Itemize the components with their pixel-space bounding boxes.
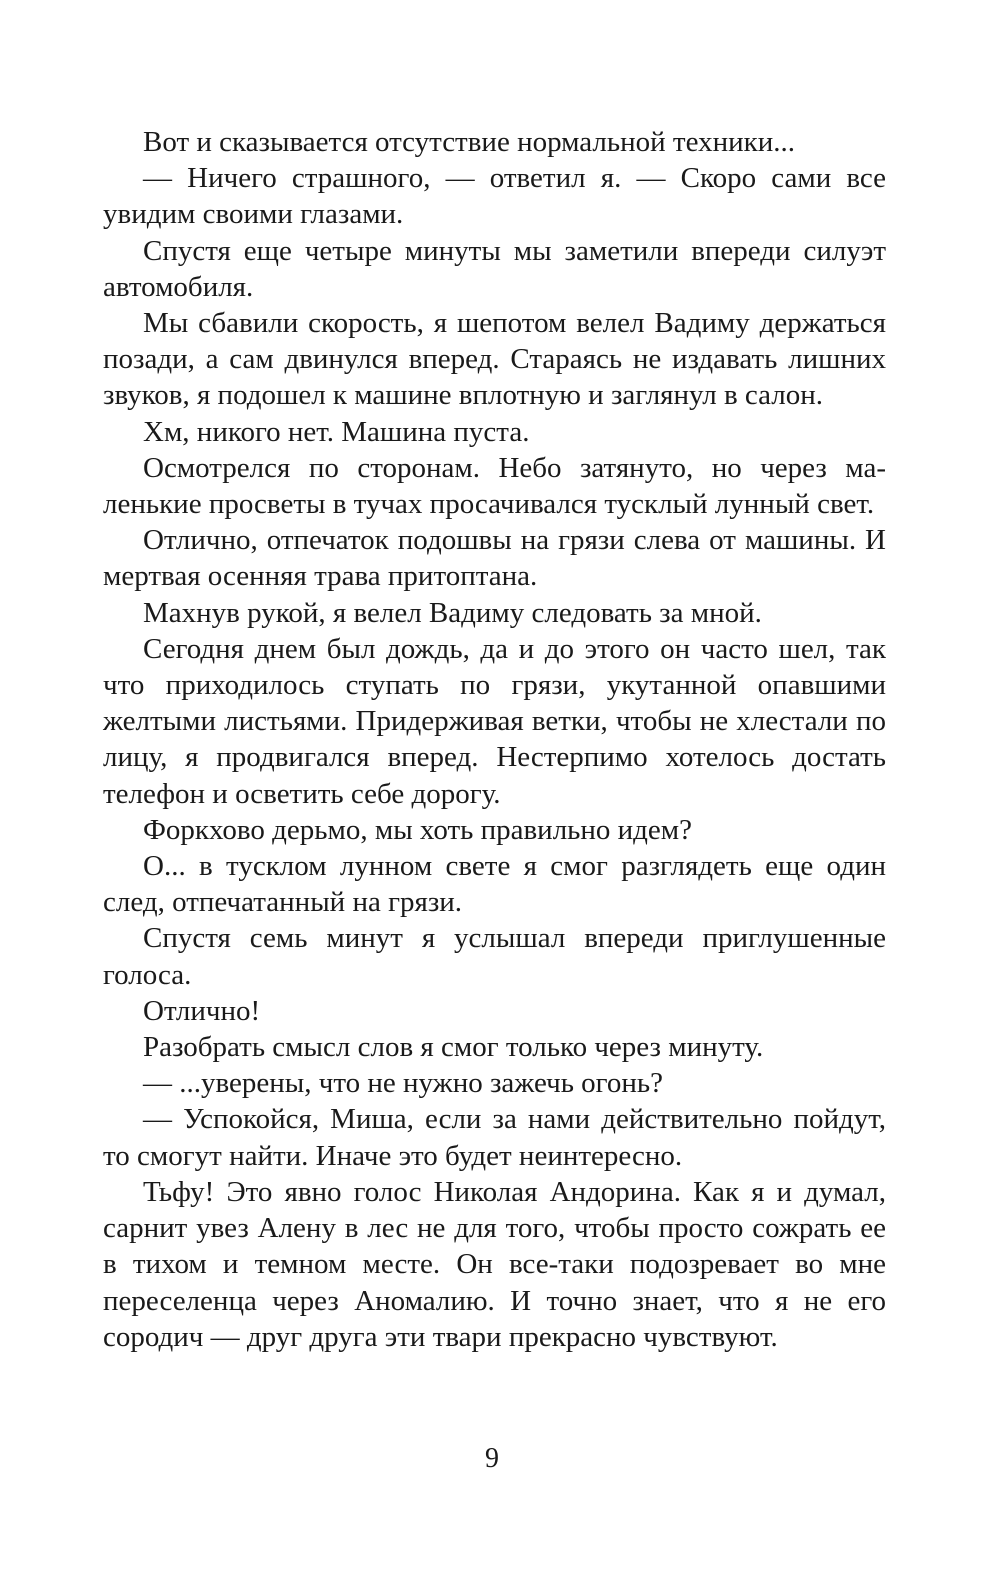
paragraph-5: Хм, никого нет. Машина пуста. (143, 415, 530, 448)
paragraph-3: Спустя еще четыре минуты мы заметили впереди силуэт автомобиля. (103, 234, 886, 303)
paragraph-11: О... в тусклом лунном свете я смог разглядеть еще один след, отпечатанный на грязи. (103, 850, 886, 919)
paragraph-12: Спустя семь минут я услышал впереди приглушенные голоса. (103, 922, 886, 991)
paragraph-1: Вот и сказывается отсутствие нормальной техники... (143, 126, 795, 158)
paragraph-8: Махнув рукой, я велел Вадиму следовать за мной. (143, 596, 762, 629)
paragraph-14: Разобрать смысл слов я смог только через минуту. (143, 1031, 764, 1064)
paragraph-16: — Успокойся, Миша, если за нами действительно пойдут, то смогут найти. Иначе это будет неинтересно. (103, 1103, 886, 1172)
paragraph-13: Отлично! (143, 994, 261, 1027)
paragraph-9: Сегодня днем был дождь, да и до этого он часто шел, так что приходилось ступать по грязи, укутанной опавшими желтыми листьями. Придерживая ветки, чтобы не хлестали по лицу, я продвигался вперед. Нестерпимо хотелось достать телефон и осветить себе дорогу. (103, 632, 886, 810)
page-number: 9 (485, 1443, 499, 1474)
paragraph-10: Форкхово дерьмо, мы хоть правильно идем? (143, 813, 693, 846)
paragraph-7: Отлично, отпечаток подошвы на грязи слева от машины. И мертвая осенняя трава притоптана. (103, 524, 886, 593)
paragraph-15: — ...уверены, что не нужно зажечь огонь? (143, 1067, 663, 1100)
paragraph-4: Мы сбавили скорость, я шепотом велел Вадиму держаться позади, а сам двинулся вперед. Стараясь не издавать лишних звуков, я подошел к машине вплотную и заглянул в салон. (103, 307, 886, 412)
paragraph-2: — Ничего страшного, — ответил я. — Скоро сами все увидим своими глазами. (103, 162, 886, 231)
paragraph-17: Тьфу! Это явно голос Николая Андорина. Как я и думал, сарнит увез Алену в лес не для того, чтобы просто сожрать ее в тихом и темном месте. Он все-таки подозревает во мне переселенца через Аномалию. И точно знает, что я не его сородич — друг друга эти твари прекрасно чувствуют. (103, 1175, 886, 1353)
body-text (103, 124, 886, 1355)
paragraph-6: Осмотрелся по сторонам. Небо затянуто, но через маленькие просветы в тучах просачивался тусклый лунный свет. (103, 451, 886, 521)
